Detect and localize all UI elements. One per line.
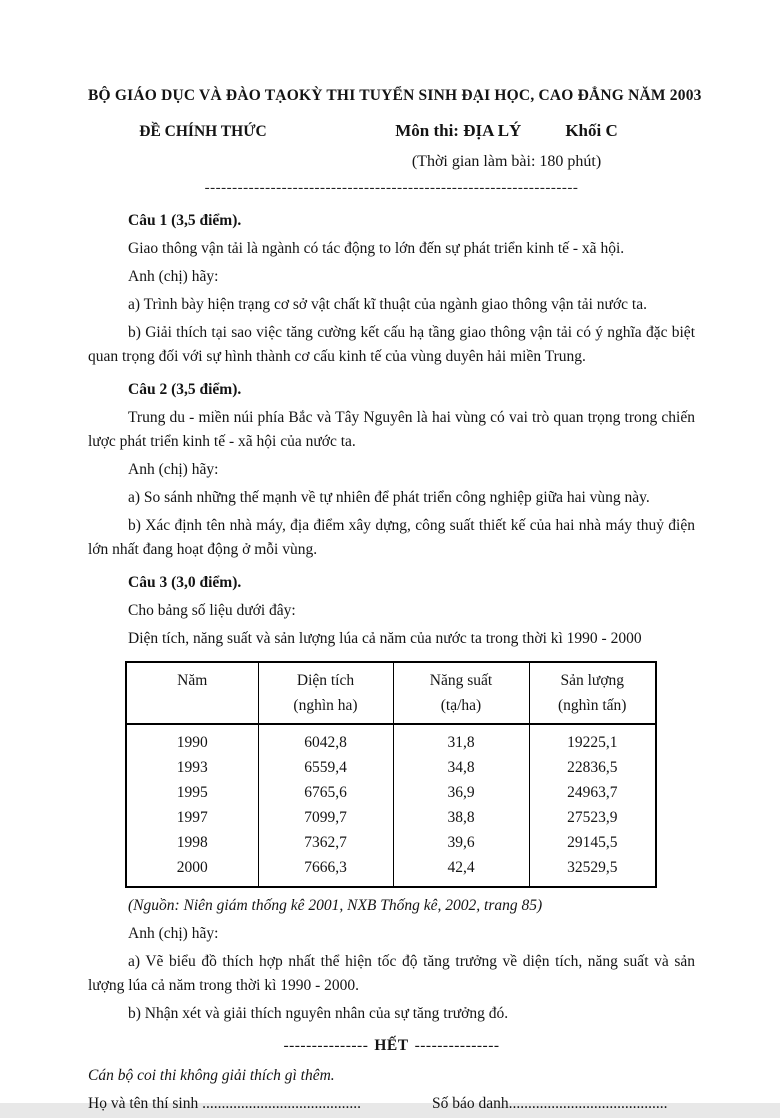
table-row: 1997 7099,7 38,8 27523,9	[126, 805, 656, 830]
column-header-yield: Năng suất (tạ/ha)	[393, 662, 529, 724]
candidate-name-field: Họ và tên thí sinh .........................................	[88, 1095, 361, 1112]
official-exam-label: ĐỀ CHÍNH THỨC	[139, 123, 267, 140]
table-row: 1995 6765,6 36,9 24963,7	[126, 780, 656, 805]
table-header	[126, 662, 656, 724]
question-3-prompt: Anh (chị) hãy:	[128, 925, 219, 942]
question-1-prompt: Anh (chị) hãy:	[128, 268, 219, 285]
question-2-part-a: a) So sánh những thế mạnh về tự nhiên để phát triển công nghiệp giữa hai vùng này.	[128, 489, 650, 506]
candidate-number-field: Số báo danh.........................................	[432, 1095, 668, 1112]
table-row: 1993 6559,4 34,8 22836,5	[126, 755, 656, 780]
question-1-part-a: a) Trình bày hiện trạng cơ sở vật chất kĩ thuật của ngành giao thông vận tải nước ta.	[128, 296, 647, 313]
question-3-part-a: a) Vẽ biểu đồ thích hợp nhất thể hiện tốc độ tăng trưởng về diện tích, năng suất và sản lượng lúa cả năm trong thời kì 1990 - 2000.	[88, 953, 695, 994]
subject-line	[318, 119, 695, 143]
candidate-fields	[88, 1092, 695, 1118]
rice-statistics-table	[125, 661, 657, 888]
exam-title: KỲ THI TUYỂN SINH ĐẠI HỌC, CAO ĐẲNG NĂM 2003	[298, 87, 702, 104]
column-header-year: Năm	[126, 662, 258, 724]
exam-duration: (Thời gian làm bài: 180 phút)	[411, 153, 602, 170]
end-dashes-right: ---------------	[414, 1037, 500, 1054]
header-separator: --------------------------------------------------------------------	[204, 180, 579, 196]
column-header-area: Diện tích (nghìn ha)	[258, 662, 393, 724]
table-row: 2000 7666,3 42,4 32529,5	[126, 855, 656, 887]
question-1-title: Câu 1 (3,5 điểm).	[128, 212, 242, 229]
question-3-part-b: b) Nhận xét và giải thích nguyên nhân của sự tăng trưởng đó.	[128, 1005, 509, 1022]
question-2-prompt: Anh (chị) hãy:	[128, 461, 219, 478]
header-row-1	[88, 84, 702, 108]
header-row-2	[88, 119, 695, 144]
end-dashes-left: ---------------	[283, 1037, 369, 1054]
table-row: 1990 6042,8 31,8 19225,1	[126, 724, 656, 755]
question-3-intro: Cho bảng số liệu dưới đây:	[128, 602, 296, 619]
table-body	[126, 724, 656, 887]
question-3	[88, 571, 695, 1026]
question-2-intro: Trung du - miền núi phía Bắc và Tây Nguyên là hai vùng có vai trò quan trọng trong chiến lược phát triển kinh tế - xã hội của nước ta.	[88, 409, 695, 450]
subject-name: Môn thi: ĐỊA LÝ	[395, 121, 522, 140]
document-header	[88, 84, 702, 200]
exam-group: Khối C	[565, 121, 618, 140]
question-2-title: Câu 2 (3,5 điểm).	[128, 381, 242, 398]
question-1-intro: Giao thông vận tải là ngành có tác động to lớn đến sự phát triển kinh tế - xã hội.	[128, 240, 625, 257]
ministry-name: BỘ GIÁO DỤC VÀ ĐÀO TẠO	[88, 87, 299, 104]
table-source-note: (Nguồn: Niên giám thống kê 2001, NXB Thống kê, 2002, trang 85)	[128, 897, 543, 914]
question-2	[88, 378, 695, 562]
table-caption: Diện tích, năng suất và sản lượng lúa cả năm của nước ta trong thời kì 1990 - 2000	[128, 630, 642, 647]
question-3-title: Câu 3 (3,0 điểm).	[128, 574, 242, 591]
end-label: HẾT	[374, 1037, 409, 1054]
end-of-exam-marker	[88, 1034, 695, 1058]
table-row: 1998 7362,7 39,6 29145,5	[126, 830, 656, 855]
question-2-part-b: b) Xác định tên nhà máy, địa điểm xây dựng, công suất thiết kế của hai nhà máy thuỷ điện lớn nhất đang hoạt động ở mỗi vùng.	[88, 517, 695, 558]
question-1-part-b: b) Giải thích tại sao việc tăng cường kết cấu hạ tầng giao thông vận tải có ý nghĩa đặc biệt quan trọng đối với sự hình thành cơ cấu kinh tế của vùng duyên hải miền Trung.	[88, 324, 695, 365]
question-1	[88, 209, 695, 369]
column-header-output: Sản lượng (nghìn tấn)	[529, 662, 656, 724]
proctor-note: Cán bộ coi thi không giải thích gì thêm.	[88, 1067, 335, 1084]
table-header-row	[126, 662, 656, 724]
